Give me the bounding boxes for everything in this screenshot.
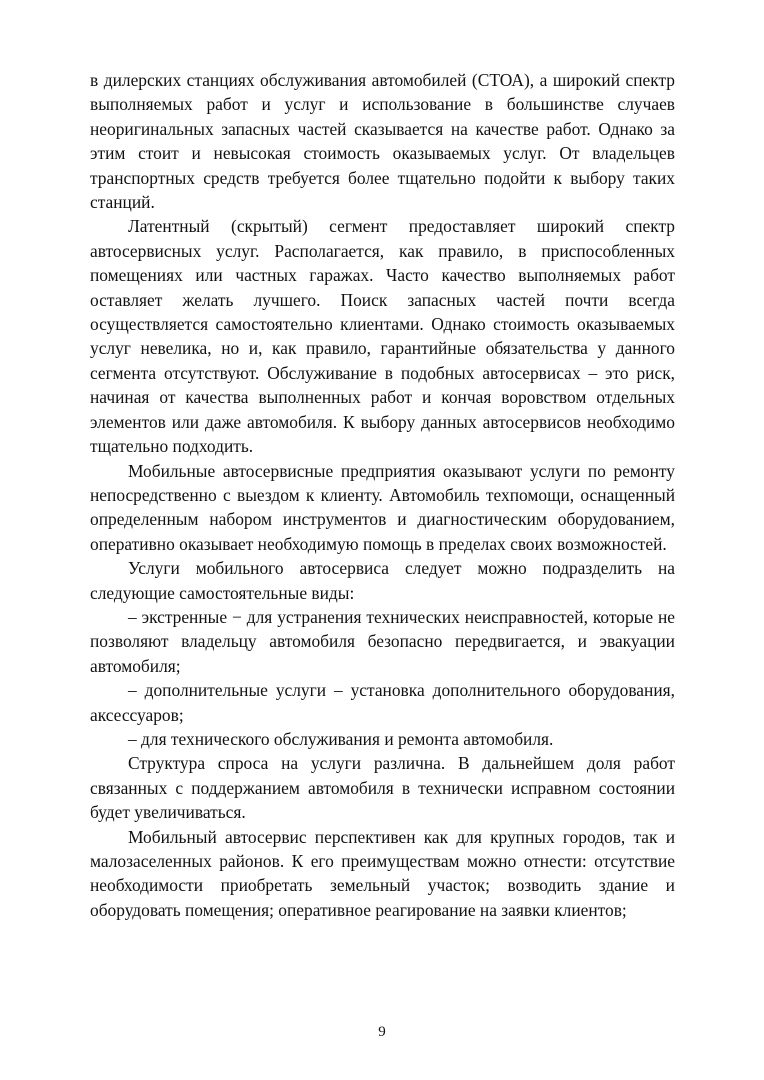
paragraph-latent-segment: Латентный (скрытый) сегмент предоставляет широкий спектр автосервисных услуг. Располагается, как правило, в приспособленных помещениях или частных гаражах. Часто качество выполняемых работ оставляет желать лучшего. Поиск запасных частей почти всегда осуществляется самостоятельно клиентами. Однако стоимость оказываемых услуг невелика, но и, как правило, гарантийные обязательства у данного сегмента отсутствуют. Обслуживание в подобных автосервисах – это риск, начиная от качества выполненных работ и кончая воровством отдельных элементов или даже автомобиля. К выбору данных автосервисов необходимо тщательно подходить. [90, 216, 675, 457]
list-item-emergency: – экстренные − для устранения технических неисправностей, которые не позволяют владельцу автомобиля безопасно передвигается, и эвакуации автомобиля; [90, 606, 675, 676]
paragraph-mobile-services: Мобильные автосервисные предприятия оказывают услуги по ремонту непосредственно с выездом к клиенту. Автомобиль техпомощи, оснащенный определенным набором инструментов и диагностическим оборудованием, оперативно оказывает необходимую помощь в пределах своих возможностей. [90, 460, 675, 554]
list-item-maintenance: – для технического обслуживания и ремонта автомобиля. [128, 728, 554, 749]
paragraph-mobile-advantages: Мобильный автосервис перспективен как для крупных городов, так и малозаселенных районов. К его преимуществам можно отнести: отсутствие необходимости приобретать земельный участок; возводить здание и оборудовать помещения; оперативное реагирование на заявки клиентов; [90, 826, 675, 920]
paragraph-demand-structure: Структура спроса на услуги различна. В дальнейшем доля работ связанных с поддержанием автомобиля в технически исправном состоянии будет увеличиваться. [90, 753, 675, 823]
paragraph-service-types-intro: Услуги мобильного автосервиса следует можно подразделить на следующие самостоятельные виды: [90, 558, 675, 603]
page-number: 9 [378, 1024, 386, 1040]
list-item-additional: – дополнительные услуги – установка дополнительного оборудования, аксессуаров; [90, 680, 675, 725]
body-text [90, 68, 675, 922]
paragraph-continuation: в дилерских станциях обслуживания автомобилей (СТОА), а широкий спектр выполняемых работ и услуг и использование в большинстве случаев неоригинальных запасных частей сказывается на качестве работ. Однако за этим стоит и невысокая стоимость оказываемых услуг. От владельцев транспортных средств требуется более тщательно подойти к выбору таких станций. [90, 70, 675, 213]
